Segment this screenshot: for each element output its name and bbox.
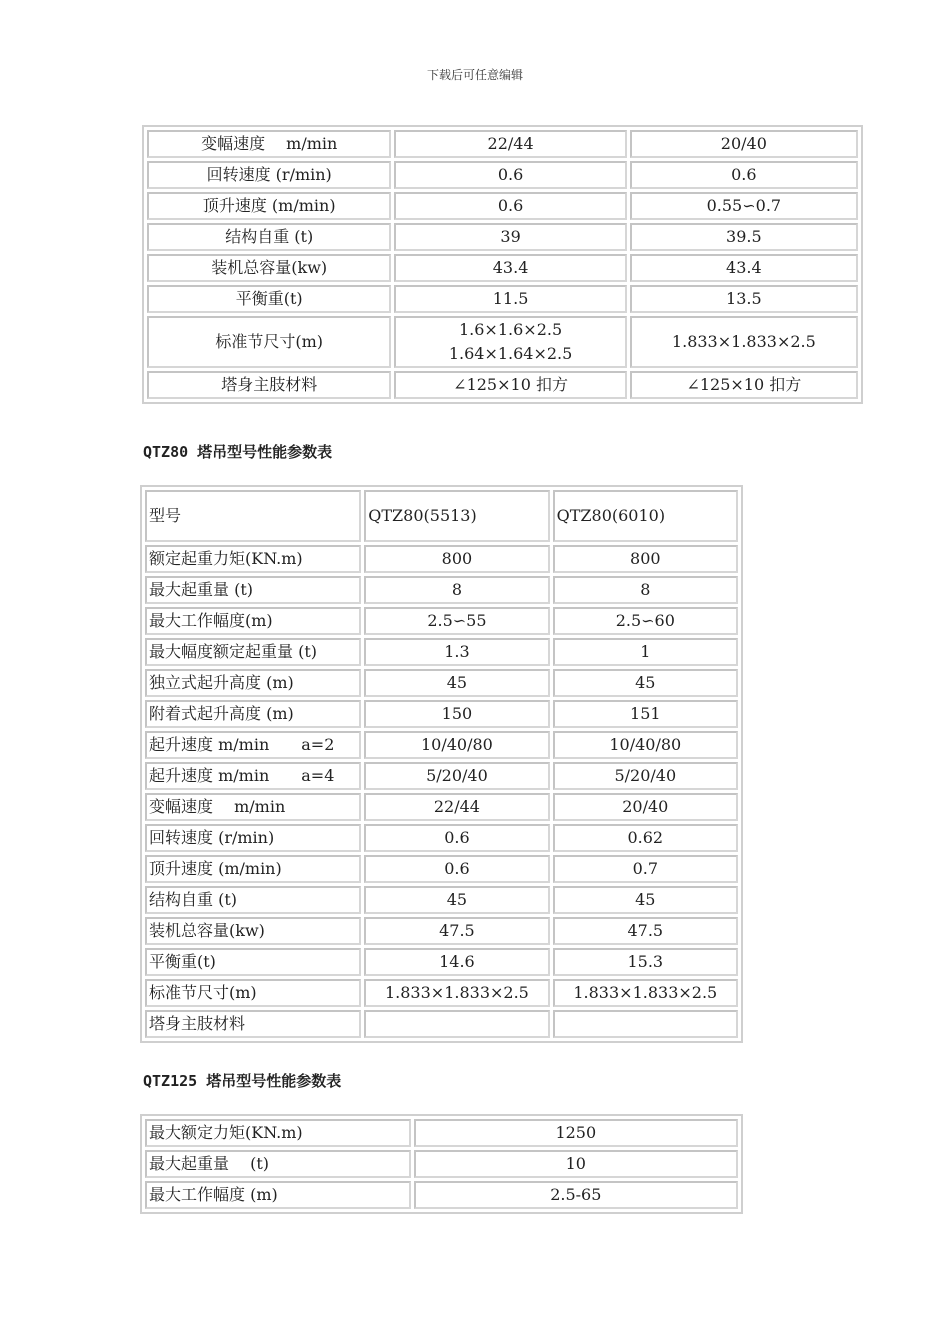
value-cell: 5/20/40 <box>553 762 738 790</box>
table-row <box>147 371 858 399</box>
value-cell: 22/44 <box>364 793 549 821</box>
table-row <box>145 948 738 976</box>
value-cell: 39.5 <box>630 223 858 251</box>
table-row <box>147 254 858 282</box>
value-cell: 0.7 <box>553 855 738 883</box>
table-header-row <box>145 490 738 542</box>
param-label: 最大工作幅度(m) <box>145 607 361 635</box>
param-label: 最大幅度额定起重量 (t) <box>145 638 361 666</box>
table-row <box>145 1181 738 1209</box>
param-label: 附着式起升高度 (m) <box>145 700 361 728</box>
value-cell: 1.833×1.833×2.5 <box>630 316 858 368</box>
param-label: 最大额定力矩(KN.m) <box>145 1119 411 1147</box>
value-cell: 14.6 <box>364 948 549 976</box>
value-cell: 0.6 <box>394 161 626 189</box>
value-cell: 10/40/80 <box>364 731 549 759</box>
section-title-qtz125: QTZ125 塔吊型号性能参数表 <box>143 1072 342 1090</box>
value-cell: 1.833×1.833×2.5 <box>364 979 549 1007</box>
value-cell: 45 <box>364 886 549 914</box>
value-cell: 0.6 <box>364 855 549 883</box>
param-label: 塔身主肢材料 <box>145 1010 361 1038</box>
value-cell: 151 <box>553 700 738 728</box>
table-row <box>147 285 858 313</box>
param-label: 结构自重 (t) <box>147 223 391 251</box>
param-label: 顶升速度 (m/min) <box>147 192 391 220</box>
param-label: 独立式起升高度 (m) <box>145 669 361 697</box>
value-cell: 1250 <box>414 1119 738 1147</box>
value-cell: 10 <box>414 1150 738 1178</box>
value-cell: 47.5 <box>364 917 549 945</box>
table-row <box>147 192 858 220</box>
value-cell: 47.5 <box>553 917 738 945</box>
table-row <box>145 638 738 666</box>
value-cell: 2.5-65 <box>414 1181 738 1209</box>
table-row <box>147 161 858 189</box>
table-row <box>145 824 738 852</box>
value-line: 1.6×1.6×2.5 <box>458 320 563 339</box>
value-cell: 10/40/80 <box>553 731 738 759</box>
value-cell: 1.833×1.833×2.5 <box>553 979 738 1007</box>
param-label: 装机总容量(kw) <box>145 917 361 945</box>
value-cell: 13.5 <box>630 285 858 313</box>
value-cell: 43.4 <box>630 254 858 282</box>
table-row <box>147 223 858 251</box>
value-cell: 0.6 <box>394 192 626 220</box>
value-cell <box>394 316 626 368</box>
model-name: QTZ80(5513) <box>364 490 549 542</box>
param-label: 塔身主肢材料 <box>147 371 391 399</box>
param-label: 变幅速度 m/min <box>145 793 361 821</box>
param-label: 装机总容量(kw) <box>147 254 391 282</box>
table-row <box>145 793 738 821</box>
value-cell: 0.6 <box>364 824 549 852</box>
table-row <box>145 669 738 697</box>
table-row <box>145 979 738 1007</box>
value-cell: 5/20/40 <box>364 762 549 790</box>
value-cell: 8 <box>553 576 738 604</box>
value-cell: 15.3 <box>553 948 738 976</box>
table-row <box>145 1010 738 1038</box>
value-cell: 22/44 <box>394 130 626 158</box>
value-cell: 39 <box>394 223 626 251</box>
param-label: 最大工作幅度 (m) <box>145 1181 411 1209</box>
value-cell: 800 <box>364 545 549 573</box>
value-cell: 1 <box>553 638 738 666</box>
spec-table-qtz125 <box>140 1114 743 1214</box>
value-cell: 2.5∽60 <box>553 607 738 635</box>
value-cell: 2.5∽55 <box>364 607 549 635</box>
value-cell: 0.62 <box>553 824 738 852</box>
section-title-qtz80: QTZ80 塔吊型号性能参数表 <box>143 443 333 461</box>
param-label: 平衡重(t) <box>145 948 361 976</box>
value-line: 1.64×1.64×2.5 <box>448 344 573 363</box>
table-row <box>145 731 738 759</box>
value-cell: 0.6 <box>630 161 858 189</box>
param-label: 回转速度 (r/min) <box>145 824 361 852</box>
table-row <box>145 607 738 635</box>
param-label: 结构自重 (t) <box>145 886 361 914</box>
param-label: 最大起重量 (t) <box>145 1150 411 1178</box>
param-label: 最大起重量 (t) <box>145 576 361 604</box>
value-cell: 20/40 <box>630 130 858 158</box>
value-cell: 0.55∽0.7 <box>630 192 858 220</box>
value-cell: 20/40 <box>553 793 738 821</box>
param-label: 额定起重力矩(KN.m) <box>145 545 361 573</box>
value-cell: ∠125×10 扣方 <box>394 371 626 399</box>
value-cell <box>364 1010 549 1038</box>
table-row <box>145 886 738 914</box>
param-label: 顶升速度 (m/min) <box>145 855 361 883</box>
value-cell: 43.4 <box>394 254 626 282</box>
param-label: 变幅速度 m/min <box>147 130 391 158</box>
page-header: 下载后可任意编辑 <box>426 68 523 82</box>
param-label: 回转速度 (r/min) <box>147 161 391 189</box>
value-cell <box>553 1010 738 1038</box>
value-cell: 45 <box>364 669 549 697</box>
param-label: 平衡重(t) <box>147 285 391 313</box>
table-row <box>145 917 738 945</box>
model-name: QTZ80(6010) <box>553 490 738 542</box>
value-cell: 1.3 <box>364 638 549 666</box>
table-row <box>145 762 738 790</box>
value-cell: 150 <box>364 700 549 728</box>
param-label: 标准节尺寸(m) <box>145 979 361 1007</box>
value-cell: ∠125×10 扣方 <box>630 371 858 399</box>
model-label: 型号 <box>145 490 361 542</box>
value-cell: 11.5 <box>394 285 626 313</box>
param-label: 起升速度 m/min a=2 <box>145 731 361 759</box>
value-cell: 45 <box>553 886 738 914</box>
param-label: 标准节尺寸(m) <box>147 316 391 368</box>
param-label: 起升速度 m/min a=4 <box>145 762 361 790</box>
table-row <box>145 1150 738 1178</box>
spec-table-qtz80 <box>140 485 743 1043</box>
table-row <box>145 576 738 604</box>
table-row <box>145 545 738 573</box>
value-cell: 800 <box>553 545 738 573</box>
table-row <box>145 855 738 883</box>
table-row <box>145 1119 738 1147</box>
table-row <box>147 316 858 368</box>
value-cell: 45 <box>553 669 738 697</box>
table-row <box>145 700 738 728</box>
table-row <box>147 130 858 158</box>
value-cell: 8 <box>364 576 549 604</box>
spec-table-continued <box>142 125 863 404</box>
